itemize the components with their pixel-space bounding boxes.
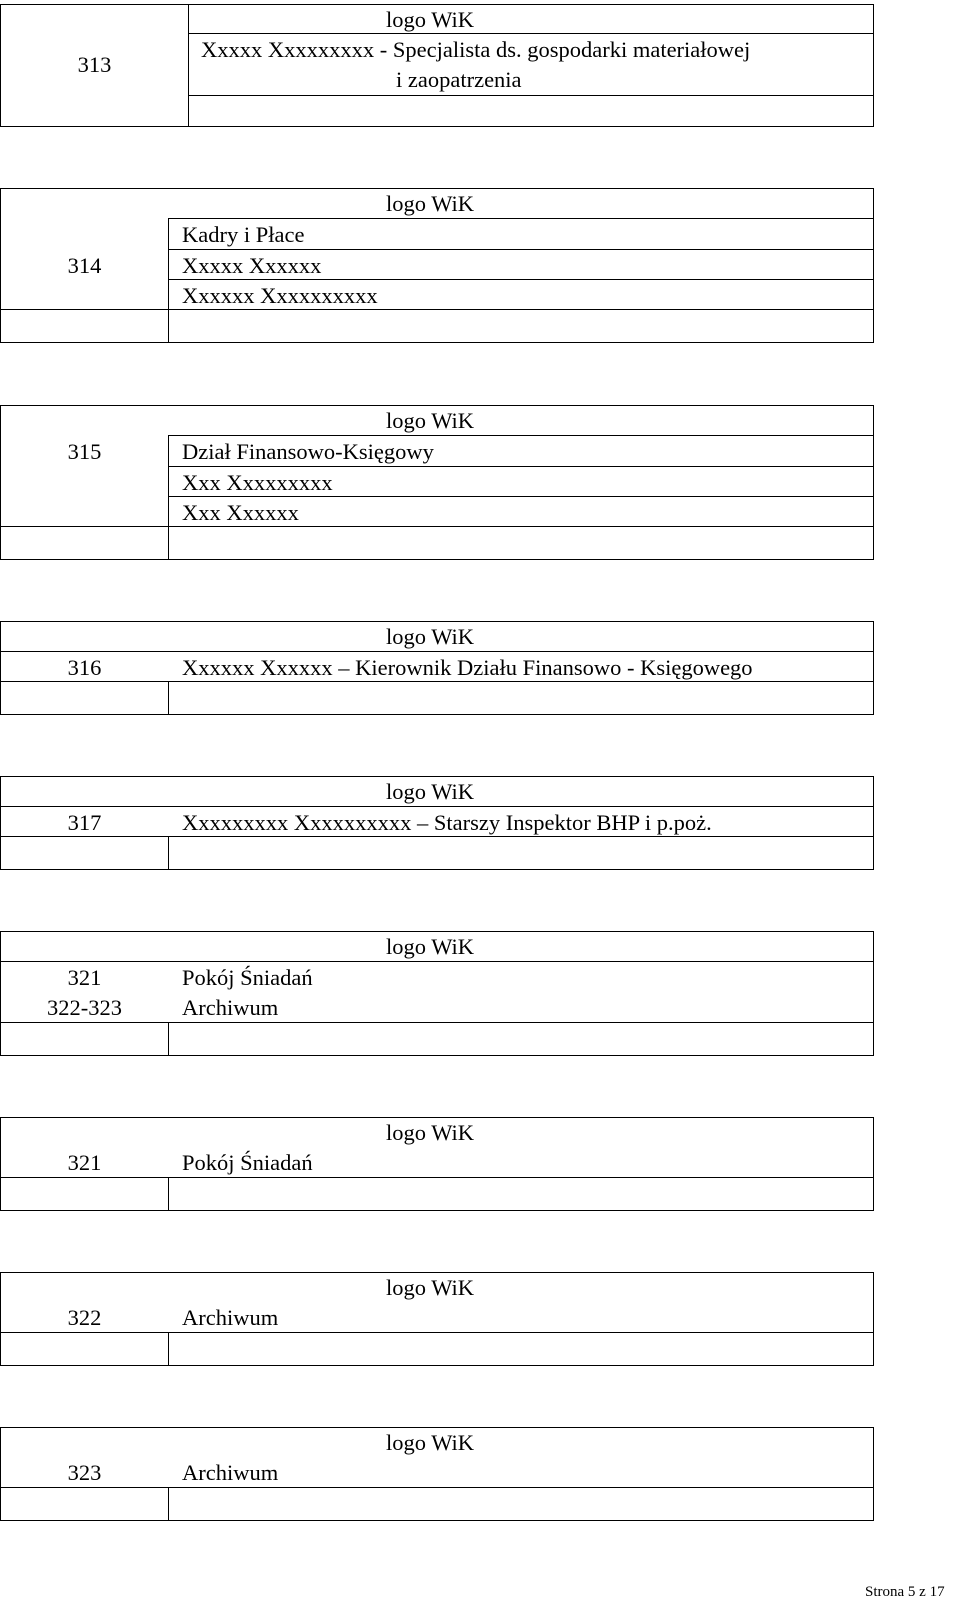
sign-line: Archiwum <box>182 995 279 1020</box>
room-number: 323 <box>67 1460 102 1485</box>
door-sign-314 <box>0 188 874 343</box>
room-number: 322-323 <box>47 995 122 1020</box>
room-number: 321 <box>67 965 102 990</box>
sign-line: Archiwum <box>182 1305 279 1330</box>
logo-placeholder: logo WiK <box>386 1430 475 1455</box>
sign-line: Xxxxxx Xxxxxx – Kierownik Działu Finansowo - Księgowego <box>182 655 753 680</box>
door-sign-313 <box>0 4 874 127</box>
room-number: 314 <box>67 253 102 278</box>
sign-line: Xxxxxx Xxxxxxxxxx <box>182 283 378 308</box>
room-number: 317 <box>67 810 102 835</box>
logo-placeholder: logo WiK <box>386 7 475 32</box>
room-number: 321 <box>67 1150 102 1175</box>
door-sign-317 <box>0 776 874 870</box>
sign-line: Xxxxxxxxx Xxxxxxxxxx – Starszy Inspektor BHP i p.poż. <box>182 810 712 835</box>
logo-placeholder: logo WiK <box>386 1120 475 1145</box>
room-number: 322 <box>67 1305 102 1330</box>
door-sign-321-323 <box>0 931 874 1056</box>
sign-line: Pokój Śniadań <box>182 965 313 990</box>
door-sign-321 <box>0 1117 874 1211</box>
sign-line: Xxx Xxxxxxxxx <box>182 470 333 495</box>
logo-placeholder: logo WiK <box>386 779 475 804</box>
logo-placeholder: logo WiK <box>386 408 475 433</box>
door-sign-323 <box>0 1427 874 1521</box>
logo-placeholder: logo WiK <box>386 624 475 649</box>
room-number: 313 <box>77 52 112 77</box>
sign-line: Archiwum <box>182 1460 279 1485</box>
door-sign-315 <box>0 405 874 560</box>
room-number: 316 <box>67 655 102 680</box>
logo-placeholder: logo WiK <box>386 1275 475 1300</box>
logo-placeholder: logo WiK <box>386 934 475 959</box>
sign-line: Xxx Xxxxxx <box>182 500 299 525</box>
sign-line: Xxxxx Xxxxxx <box>182 253 322 278</box>
sign-line: Dział Finansowo-Księgowy <box>182 439 434 464</box>
door-sign-322 <box>0 1272 874 1366</box>
sign-line: i zaopatrzenia <box>396 67 522 92</box>
door-sign-316 <box>0 621 874 715</box>
logo-placeholder: logo WiK <box>386 191 475 216</box>
page-number: Strona 5 z 17 <box>865 1584 945 1600</box>
sign-line: Kadry i Płace <box>182 222 305 247</box>
room-number: 315 <box>67 439 102 464</box>
sign-line: Pokój Śniadań <box>182 1150 313 1175</box>
sign-line: Xxxxx Xxxxxxxxx - Specjalista ds. gospodarki materiałowej <box>201 37 751 62</box>
